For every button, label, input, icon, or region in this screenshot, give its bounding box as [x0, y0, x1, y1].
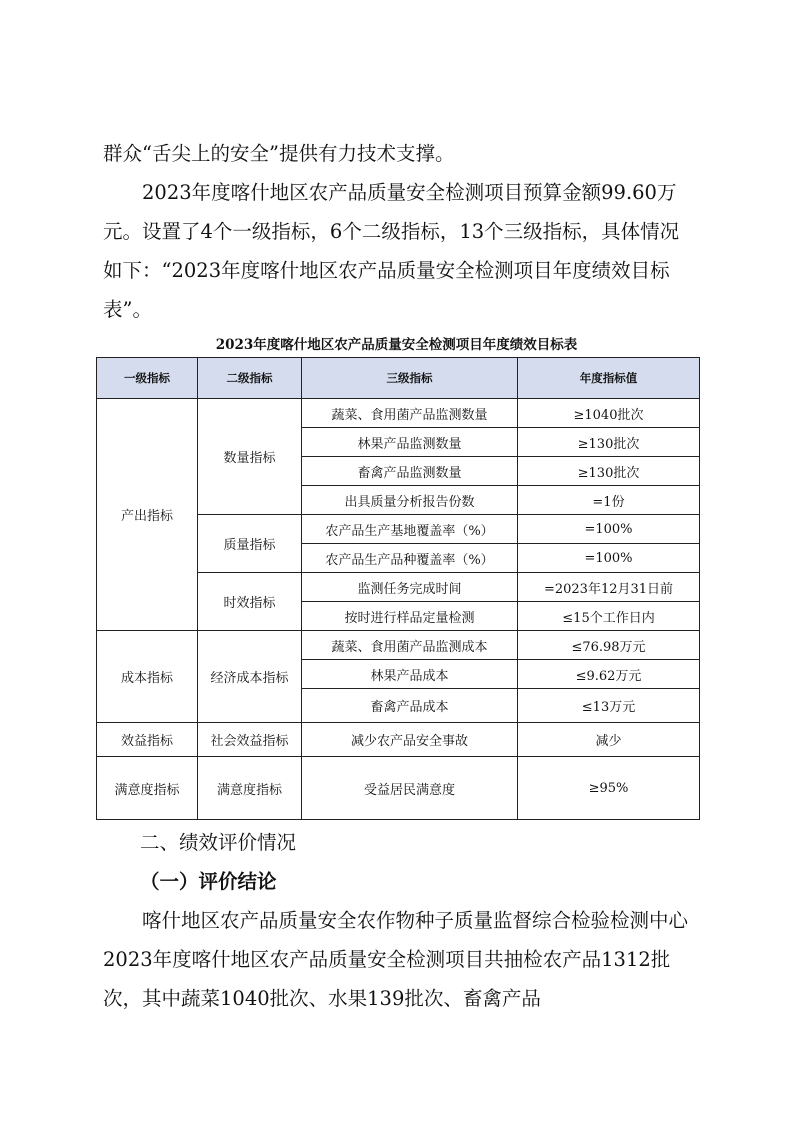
performance-goals-table — [96, 357, 700, 820]
indicator-cell: 按时进行样品定量检测 — [302, 602, 518, 631]
indicator-cell: 农产品生产基地覆盖率（%） — [302, 515, 518, 544]
indicator-cell: 出具质量分析报告份数 — [302, 486, 518, 515]
indicator-cell: 畜禽产品监测数量 — [302, 457, 518, 486]
intro-paragraph-end: 群众“舌尖上的安全”提供有力技术支撑。 — [103, 142, 455, 165]
level1-cell: 效益指标 — [97, 723, 198, 757]
value-cell: =100% — [518, 544, 700, 573]
value-cell: =100% — [518, 515, 700, 544]
indicator-cell: 林果产品监测数量 — [302, 428, 518, 457]
level2-cell: 时效指标 — [198, 573, 302, 631]
value-cell: ≥1040批次 — [518, 399, 700, 428]
indicator-cell: 受益居民满意度 — [302, 757, 518, 820]
header-level1: 一级指标 — [97, 358, 198, 399]
level2-cell: 数量指标 — [198, 399, 302, 515]
table-title: 2023年度喀什地区农产品质量安全检测项目年度绩效目标表 — [215, 337, 578, 353]
conclusion-paragraph: 喀什地区农产品质量安全农作物种子质量监督综合检验检测中心2023年度喀什地区农产品质量安全检测项目共抽检农产品1312批次，其中蔬菜1040批次、水果139批次、畜禽产品 — [103, 909, 689, 1010]
indicator-cell: 监测任务完成时间 — [302, 573, 518, 602]
section-heading: 二、绩效评价情况 — [140, 831, 297, 854]
value-cell: ≤13万元 — [518, 689, 700, 723]
indicator-cell: 林果产品成本 — [302, 660, 518, 689]
value-cell: ≥95% — [518, 757, 700, 820]
indicator-cell: 减少农产品安全事故 — [302, 723, 518, 757]
indicator-cell: 蔬菜、食用菌产品监测成本 — [302, 631, 518, 660]
table-header-row — [97, 358, 700, 399]
level2-cell: 社会效益指标 — [198, 723, 302, 757]
value-cell: 减少 — [518, 723, 700, 757]
value-cell: =2023年12月31日前 — [518, 573, 700, 602]
value-cell: ≤15个工作日内 — [518, 602, 700, 631]
indicator-cell: 农产品生产品种覆盖率（%） — [302, 544, 518, 573]
level1-cell: 满意度指标 — [97, 757, 198, 820]
header-level3: 三级指标 — [302, 358, 518, 399]
indicator-cell: 蔬菜、食用菌产品监测数量 — [302, 399, 518, 428]
budget-paragraph: 2023年度喀什地区农产品质量安全检测项目预算金额99.60万元。设置了4个一级指标，6个二级指标，13个三级指标，具体情况如下：“2023年度喀什地区农产品质量安全检测项目年度绩效目标表”。 — [103, 181, 680, 321]
table-row — [97, 399, 700, 428]
level2-cell: 经济成本指标 — [198, 631, 302, 723]
table-row — [97, 757, 700, 820]
value-cell: ≥130批次 — [518, 457, 700, 486]
value-cell: ≤9.62万元 — [518, 660, 700, 689]
header-annual-value: 年度指标值 — [518, 358, 700, 399]
level1-cell: 产出指标 — [97, 399, 198, 631]
indicator-cell: 畜禽产品成本 — [302, 689, 518, 723]
header-level2: 二级指标 — [198, 358, 302, 399]
table-row — [97, 723, 700, 757]
level2-cell: 质量指标 — [198, 515, 302, 573]
value-cell: ≤76.98万元 — [518, 631, 700, 660]
value-cell: ≥130批次 — [518, 428, 700, 457]
value-cell: =1份 — [518, 486, 700, 515]
level1-cell: 成本指标 — [97, 631, 198, 723]
table-row — [97, 631, 700, 660]
section-subheading: （一）评价结论 — [140, 870, 277, 893]
level2-cell: 满意度指标 — [198, 757, 302, 820]
